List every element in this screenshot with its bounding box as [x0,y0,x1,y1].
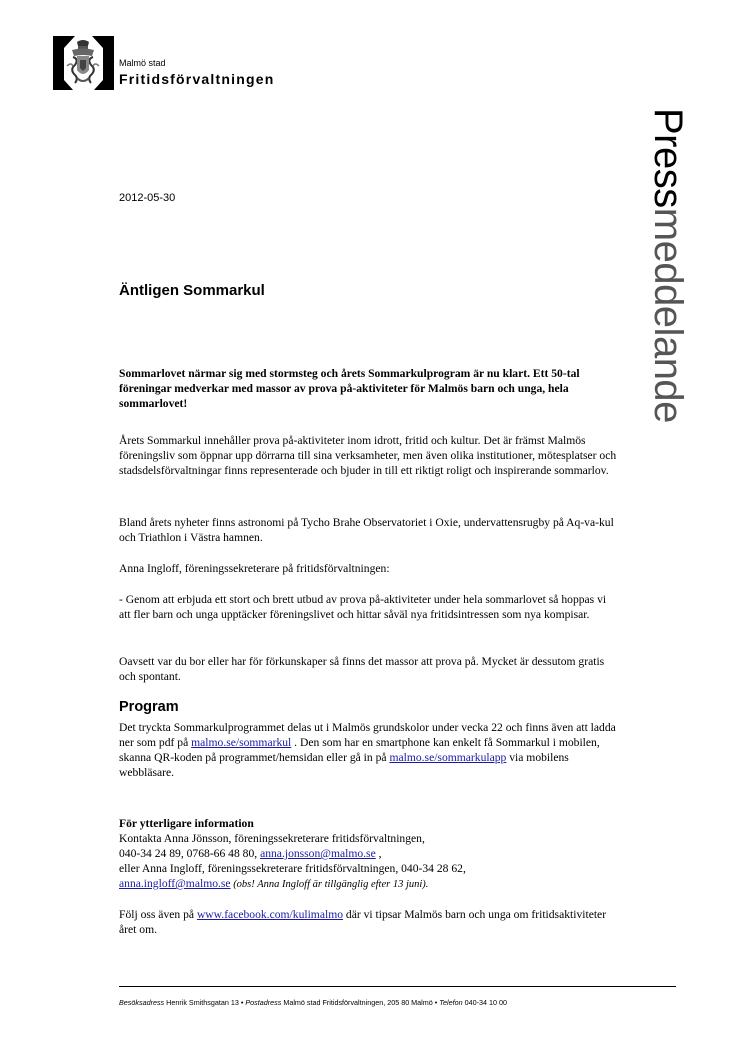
phone-value: 040-34 10 00 [462,998,507,1007]
malmo-griffin-crest-icon [53,36,114,90]
contact-line-1: Kontakta Anna Jönsson, föreningssekreterare fritidsförvaltningen, [119,832,425,845]
org-name: Fritidsförvaltningen [119,71,275,87]
program-text-b: . Den som har en smartphone kan enkelt få Sommarkul i mobilen, skanna QR-koden på programmet/hemsidan eller gå in på [119,736,600,764]
visit-value: Henrik Smithsgatan 13 • [164,998,246,1007]
visit-label: Besöksadress [119,998,165,1007]
quote-paragraph: - Genom att erbjuda ett stort och brett utbud av prova på-aktiviteter under hela sommarlovet så hoppas vi att fler barn och unga upptäcker föreningslivet och hittar såväl nya fritidsintressen som nya kompisar. [119,593,607,621]
page-title: Äntligen Sommarkul [119,282,265,299]
post-label: Postadress [245,998,282,1007]
program-text-c: via mobilens webbläsare. [119,751,569,779]
email-link-ingloff[interactable]: anna.ingloff@malmo.se [119,877,231,890]
org-small-label: Malmö stad [119,58,166,68]
footer-divider [119,986,676,987]
contact-line-3: eller Anna Ingloff, föreningssekreterare fritidsförvaltningen, 040-34 28 62, [119,862,466,875]
facebook-link[interactable]: www.facebook.com/kulimalmo [196,908,344,921]
press-word: Press [646,108,690,208]
release-date: 2012-05-30 [119,192,176,204]
body-paragraph-5: Oavsett var du bor eller har för förkunskaper så finns det massor att prova på. Mycket är dessutom gratis och spontant. [119,655,605,683]
email-link-jonsson[interactable]: anna.jonsson@malmo.se [260,847,376,860]
sommarkul-link[interactable]: malmo.se/sommarkul [191,736,292,749]
phone-label: Telefon [439,998,463,1007]
body-paragraph-1: Årets Sommarkul innehåller prova på-aktiviteter inom idrott, fritid och kultur. Det är främst Malmös föreningsliv som öppnar upp dörrarna till sina verksamheter, men även olika institutioner, mötesplatser och stadsdelsförvaltningar finns representerade och bjuder in till ett riktigt roligt och inspirerande sommarlov. [119,434,617,477]
follow-text-b: där vi tipsar Malmös barn och unga om fritidsaktiviteter året om. [119,908,607,936]
follow-text-a: Följ oss även på [119,908,197,921]
press-release-label [648,108,688,423]
footer-address [119,998,507,1007]
meddelande-word: meddelande [646,207,690,423]
body-paragraph-3: Anna Ingloff, föreningssekreterare på fritidsförvaltningen: [119,562,390,575]
contact-heading: För ytterligare information [119,817,254,830]
body-paragraph-2: Bland årets nyheter finns astronomi på Tycho Brahe Observatoriet i Oxie, undervattensrugby på Aq-va-kul och Triathlon i Västra hamnen. [119,516,614,544]
lead-paragraph: Sommarlovet närmar sig med stormsteg och årets Sommarkulprogram är nu klart. Ett 50-tal föreningar medverkar med massor av prova på-aktiviteter för Malmös barn och unga, hela sommarlovet! [119,367,580,410]
contact-line-2: 040-34 24 89, 0768-66 48 80, [119,847,261,860]
contact-line-2-end: , [375,847,382,860]
availability-note: (obs! Anna Ingloff är tillgänglig efter 13 juni). [230,879,429,890]
post-value: Malmö stad Fritidsförvaltningen, 205 80 Malmö • [281,998,440,1007]
contact-block [119,816,619,892]
program-heading: Program [119,699,179,715]
follow-paragraph [119,907,619,937]
program-paragraph [119,720,619,780]
sommarkulapp-link[interactable]: malmo.se/sommarkulapp [389,751,507,764]
program-text-a: Det tryckta Sommarkulprogrammet delas ut i Malmös grundskolor under vecka 22 och finns även att ladda ner som pdf på [119,721,616,749]
